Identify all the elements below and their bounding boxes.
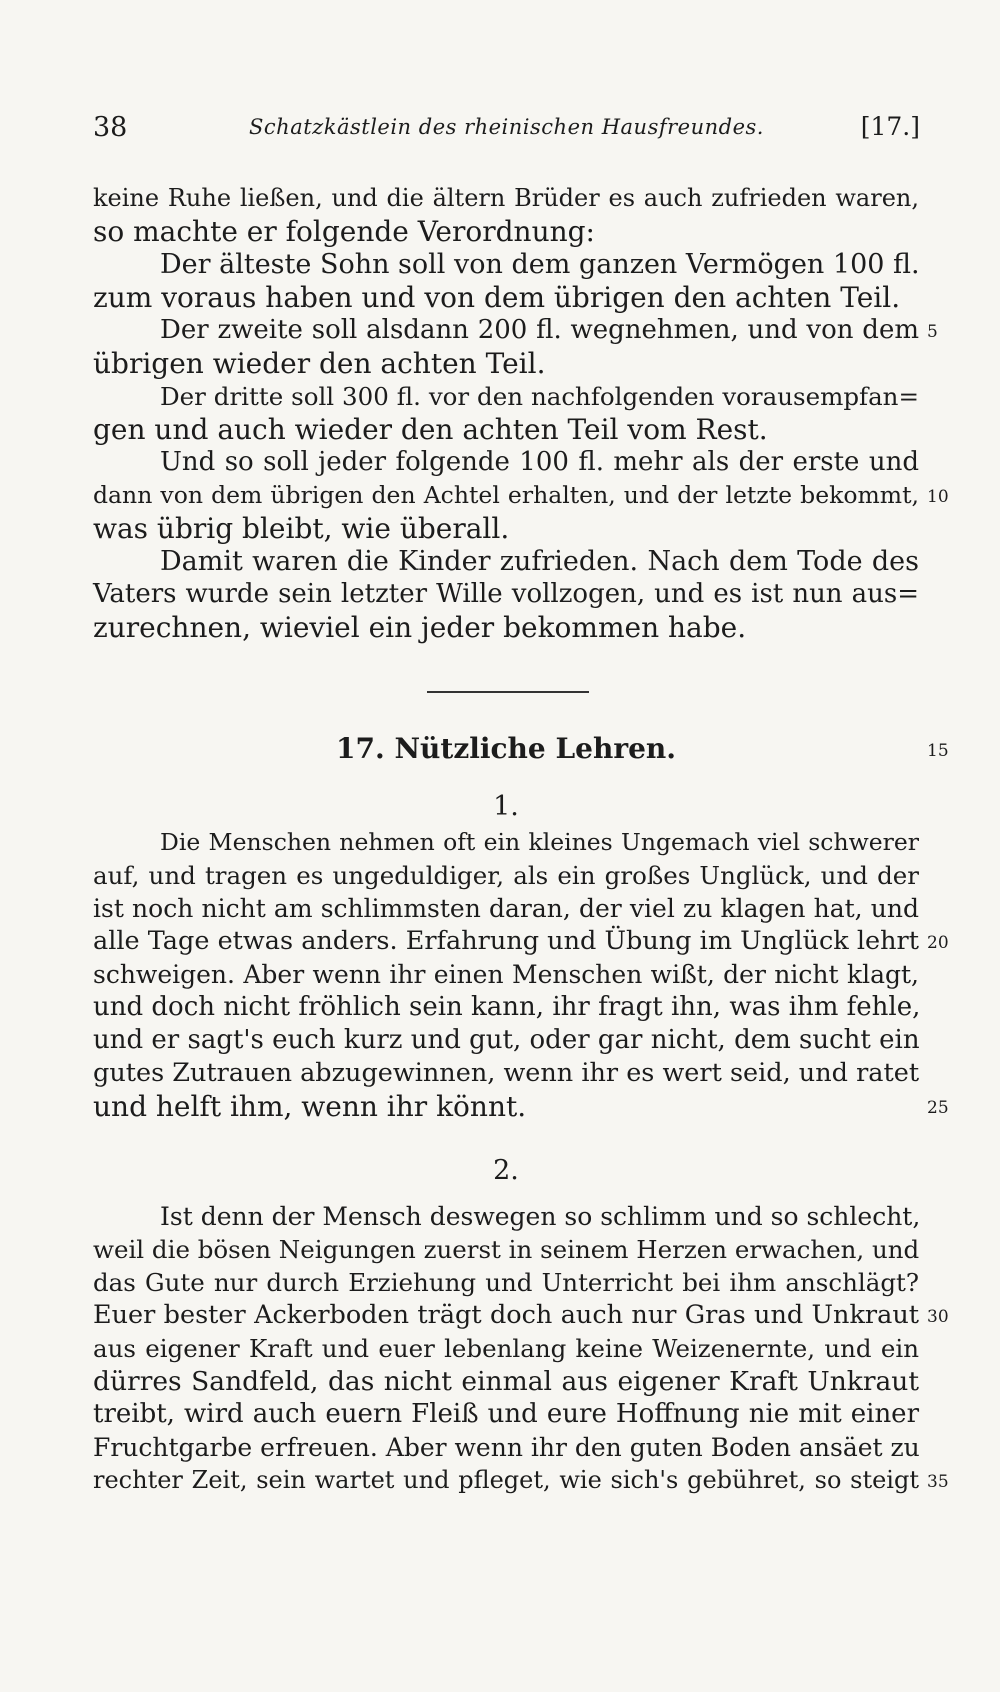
text-line: zum voraus haben und von dem übrigen den achten Teil.	[93, 281, 901, 314]
text-line: aus eigener Kraft und euer lebenlang keine Weizenernte, und ein	[93, 1334, 919, 1363]
text-line: und helft ihm, wenn ihr könnt.	[93, 1090, 527, 1123]
text-line: treibt, wird auch euern Fleiß und eure Hoffnung nie mit einer	[93, 1399, 919, 1429]
text-line: Damit waren die Kinder zufrieden. Nach dem Tode des	[160, 546, 919, 577]
text-line: Euer bester Ackerboden trägt doch auch nur Gras und Unkraut	[93, 1300, 919, 1330]
text-line: dürres Sandfeld, das nicht einmal aus eigener Kraft Unkraut	[93, 1366, 919, 1397]
text-line: Der älteste Sohn soll von dem ganzen Vermögen 100 fl.	[160, 249, 920, 280]
line-number: 25	[927, 1098, 949, 1118]
text-line: und er sagt's euch kurz und gut, oder gar nicht, dem sucht ein	[93, 1025, 920, 1055]
text-line: das Gute nur durch Erziehung und Unterricht bei ihm anschlägt?	[93, 1268, 919, 1297]
line-number: 15	[927, 741, 949, 761]
subsection-number: 1.	[493, 791, 519, 822]
text-line: was übrig bleibt, wie überall.	[93, 512, 510, 545]
text-line: Fruchtgarbe erfreuen. Aber wenn ihr den guten Boden ansäet zu	[93, 1433, 920, 1462]
text-line: Und so soll jeder folgende 100 fl. mehr als der erste und	[160, 447, 919, 477]
text-line: Vaters wurde sein letzter Wille vollzogen, und es ist nun aus=	[93, 579, 919, 609]
subsection-number: 2.	[493, 1155, 519, 1186]
text-line: Der zweite soll alsdann 200 fl. wegnehmen, und von dem	[160, 315, 919, 345]
text-line: so machte er folgende Verordnung:	[93, 215, 595, 248]
text-line: schweigen. Aber wenn ihr einen Menschen wißt, der nicht klagt,	[93, 960, 919, 989]
line-number: 5	[927, 322, 938, 342]
section-title: 17. Nützliche Lehren.	[335, 732, 677, 765]
text-line: auf, und tragen es ungeduldiger, als ein großes Unglück, und der	[93, 861, 919, 890]
text-line: dann von dem übrigen den Achtel erhalten, und der letzte bekommt,	[93, 481, 919, 509]
line-number: 35	[927, 1472, 949, 1492]
text-line: übrigen wieder den achten Teil.	[93, 347, 546, 380]
text-line: rechter Zeit, sein wartet und pfleget, wie sich's gebühret, so steigt	[93, 1466, 919, 1494]
running-title: Schatzkästlein des rheinischen Hausfreundes.	[249, 115, 764, 139]
text-line: keine Ruhe ließen, und die ältern Brüder es auch zufrieden waren,	[93, 184, 919, 212]
section-marker: [17.]	[860, 112, 920, 141]
text-line: Die Menschen nehmen oft ein kleines Ungemach viel schwerer	[160, 828, 919, 856]
text-line: Ist denn der Mensch deswegen so schlimm und so schlecht,	[160, 1202, 921, 1231]
line-number: 30	[927, 1307, 949, 1327]
text-line: alle Tage etwas anders. Erfahrung und Übung im Unglück lehrt	[93, 926, 919, 956]
text-line: Der dritte soll 300 fl. vor den nachfolgenden vorausempfan=	[160, 382, 919, 411]
text-line: ist noch nicht am schlimmsten daran, der viel zu klagen hat, und	[93, 894, 919, 923]
text-line: zurechnen, wieviel ein jeder bekommen habe.	[93, 611, 747, 644]
page-number: 38	[93, 112, 128, 143]
section-divider	[427, 691, 589, 693]
text-line: weil die bösen Neigungen zuerst in seinem Herzen erwachen, und	[93, 1235, 920, 1264]
line-number: 20	[927, 933, 949, 953]
text-line: gutes Zutrauen abzugewinnen, wenn ihr es wert seid, und ratet	[93, 1058, 920, 1088]
text-line: gen und auch wieder den achten Teil vom Rest.	[93, 413, 768, 446]
line-number: 10	[927, 487, 949, 507]
page-header	[93, 112, 920, 152]
text-line: und doch nicht fröhlich sein kann, ihr fragt ihn, was ihm fehle,	[93, 992, 921, 1022]
